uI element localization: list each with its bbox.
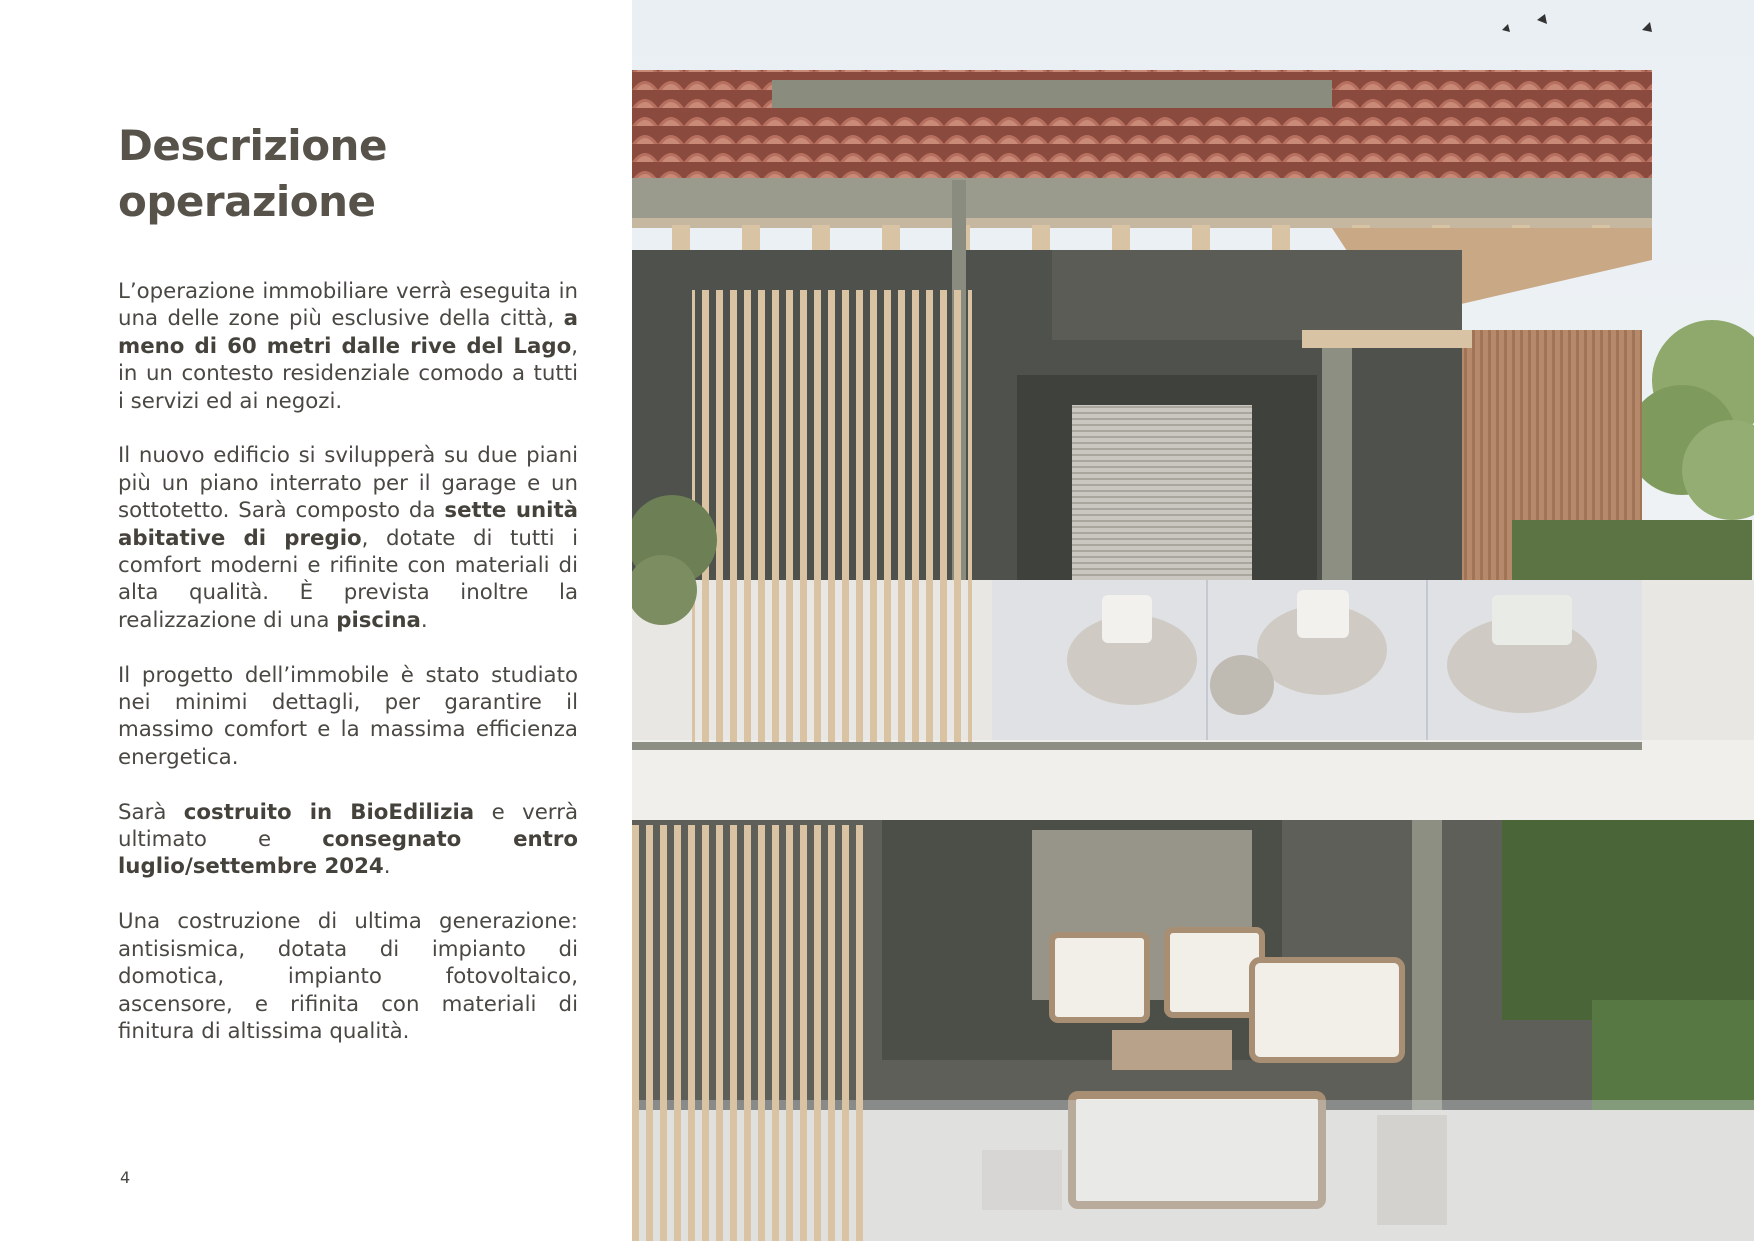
bold-run: consegnato entro luglio/settembre 2024 <box>118 827 578 880</box>
roof-ridge <box>772 80 1332 108</box>
text-run: Il nuovo edificio si svilupperà su due piani più un piano interrato per il garage e un sottotetto. Sarà composto da <box>118 443 578 524</box>
text-run: Sarà <box>118 799 184 825</box>
bold-run: a meno di 60 metri dalle rive del Lago <box>118 306 578 359</box>
text-run: L’operazione immobiliare verrà eseguita in una delle zone più esclusive della città, <box>118 279 578 332</box>
bold-run: sette unità abitative di pregio <box>118 498 579 551</box>
page-title <box>118 118 598 230</box>
text-run: e verrà ultimato e <box>118 799 578 853</box>
bold-run: costruito in BioEdilizia <box>183 799 475 825</box>
paragraph <box>118 799 578 881</box>
slat-screen-lower <box>632 825 867 1241</box>
green-wall <box>1502 820 1754 1020</box>
building-render-image <box>632 0 1754 1241</box>
paragraph <box>118 908 578 1045</box>
slat-screen-upper <box>692 290 972 742</box>
title-line-2: operazione <box>118 177 376 226</box>
text-run: Il progetto dell’immobile è stato studiato nei minimi dettagli, per garantire il massimo comfort e la massima efficienza energetica. <box>118 662 578 770</box>
description-body <box>118 278 578 1073</box>
page-number: 4 <box>120 1168 131 1187</box>
paragraph <box>118 278 578 415</box>
text-run: , dotate di tutti i comfort moderni e rifinite con materiali di alta qualità. È prevista inoltre la realizzazione di una <box>118 525 578 633</box>
text-run: . <box>420 607 428 633</box>
text-column <box>0 0 632 1241</box>
text-run: , in un contesto residenziale comodo a tutti i servizi ed ai negozi. <box>118 333 578 414</box>
paragraph <box>118 442 578 634</box>
text-run: . <box>383 854 391 880</box>
rolling-shutter <box>1072 405 1252 580</box>
bold-run: piscina <box>336 607 421 633</box>
paragraph <box>118 662 578 772</box>
roof-gutter <box>632 178 1652 220</box>
title-line-1: Descrizione <box>118 121 387 170</box>
text-run: Una costruzione di ultima generazione: antisismica, dotata di impianto di domotica, impianto fotovoltaico, ascensore, e rifinita con materiali di finitura di altissima qualità. <box>118 909 578 1044</box>
